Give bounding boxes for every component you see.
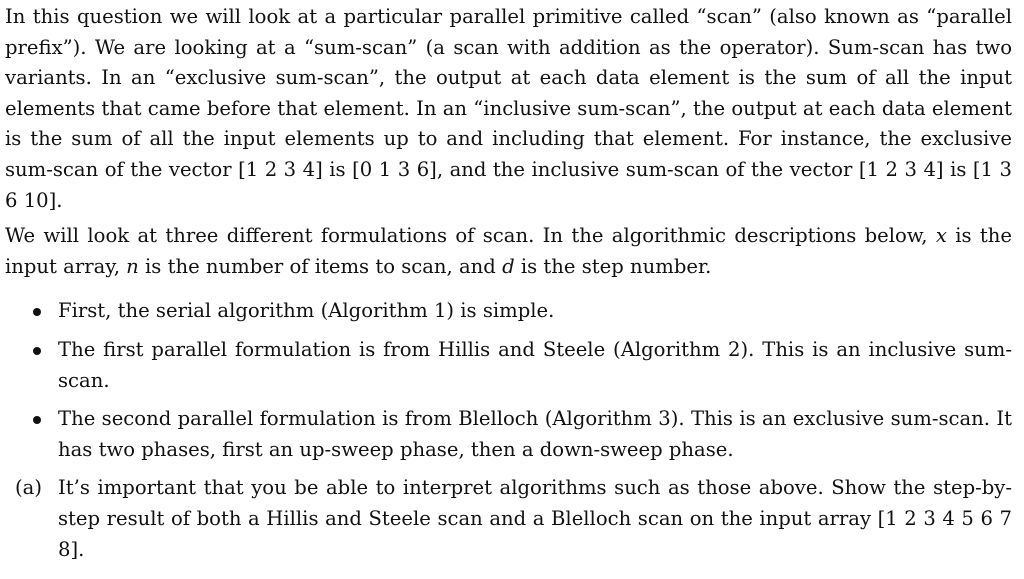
bullet-icon	[33, 308, 41, 316]
formulations-text-3: is the number of items to scan, and	[138, 254, 503, 278]
variable-d: d	[502, 254, 515, 278]
bullet-icon	[33, 347, 41, 355]
algorithm-list	[5, 296, 1012, 465]
formulations-text-2: is the input array,	[5, 224, 1012, 278]
intro-paragraph: In this question we will look at a particular parallel primitive called “scan” (also known as “parallel prefix”). We are looking at a “sum-scan” (a scan with addition as the operator). Sum-scan has two variants. In an “exclusive sum-scan”, the output at each data element is the sum of all the input elements that came before that element. In an “inclusive sum-scan”, the output at each data element is the sum of all the input elements up to and including that element. For instance, the exclusive sum-scan of the vector [1 2 3 4] is [0 1 3 6], and the inclusive sum-scan of the vector [1 2 3 4] is [1 3 6 10].	[5, 5, 1012, 212]
formulations-text-4: is the step number.	[514, 254, 712, 278]
list-item	[5, 335, 1012, 396]
question-label: (a)	[15, 476, 42, 500]
variable-x: x	[935, 224, 947, 248]
question-text: It’s important that you be able to interpret algorithms such as those above. Show the step-by-step result of both a Hillis and Steele scan and a Blelloch scan on the input array [1 2 3 4 5 6 7 8].	[58, 476, 1012, 561]
formulations-paragraph	[5, 221, 1012, 282]
list-item	[5, 296, 1012, 327]
list-item-text: The second parallel formulation is from Blelloch (Algorithm 3). This is an exclusive sum-scan. It has two phases, first an up-sweep phase, then a down-sweep phase.	[58, 407, 1012, 461]
bullet-icon	[33, 416, 41, 424]
formulations-text-1: We will look at three different formulations of scan. In the algorithmic descriptions below,	[5, 224, 936, 248]
question-a	[5, 473, 1012, 565]
list-item-text: The first parallel formulation is from Hillis and Steele (Algorithm 2). This is an inclusive sum-scan.	[58, 337, 1012, 392]
list-item-text: First, the serial algorithm (Algorithm 1) is simple.	[58, 299, 555, 323]
list-item	[5, 404, 1012, 465]
variable-n: n	[126, 254, 139, 278]
